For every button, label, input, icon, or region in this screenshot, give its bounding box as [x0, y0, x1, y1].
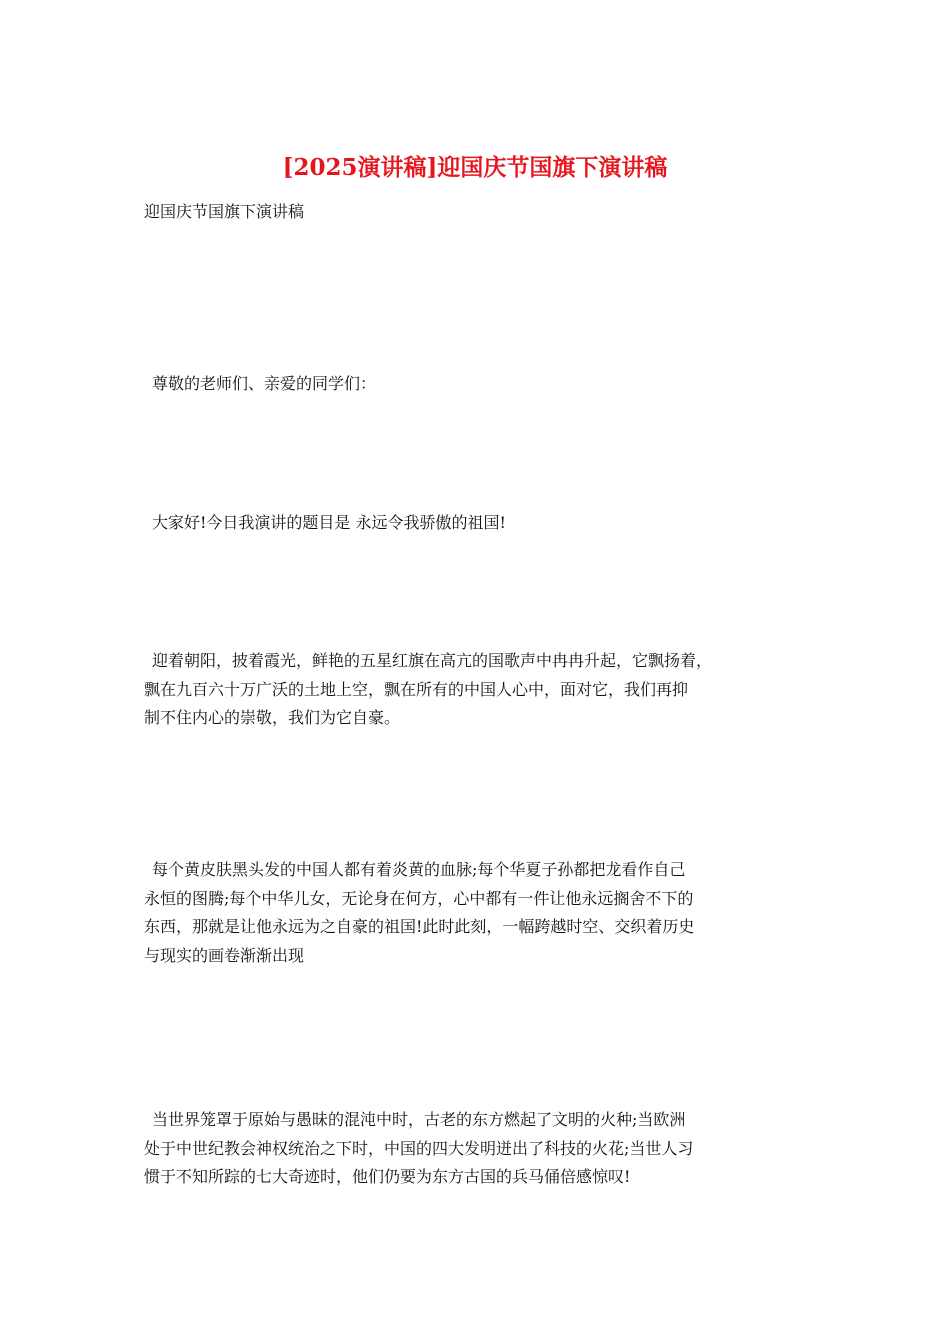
paragraph-heritage [144, 856, 824, 970]
paragraph-line: 惯于不知所踪的七大奇迹时，他们仍要为东方古国的兵马俑倍感惊叹! [144, 1167, 631, 1186]
paragraph-line: 东西，那就是让他永远为之自豪的祖国!此时此刻，一幅跨越时空、交织着历史 [144, 917, 695, 936]
paragraph-line: 迎着朝阳，披着霞光，鲜艳的五星红旗在高亢的国歌声中冉冉升起，它飘扬着， [152, 651, 713, 670]
paragraph-line: 永恒的图腾;每个中华儿女，无论身在何方，心中都有一件让他永远搁舍不下的 [144, 888, 694, 908]
paragraph-line: 每个黄皮肤黑头发的中国人都有着炎黄的血脉;每个华夏子孙都把龙看作自己 [152, 860, 686, 879]
paragraph-line: 飘在九百六十万广沃的土地上空，飘在所有的中国人心中，面对它，我们再抑 [144, 679, 689, 699]
paragraph-line: 制不住内心的崇敬，我们为它自豪。 [144, 708, 401, 727]
paragraph-line: 处于中世纪教会神权统治之下时，中国的四大发明迸出了科技的火花;当世人习 [144, 1138, 694, 1158]
document-title: [2025演讲稿]迎国庆节国旗下演讲稿 [282, 154, 668, 181]
paragraph-line: 当世界笼罩于原始与愚昧的混沌中时，古老的东方燃起了文明的火种;当欧洲 [152, 1110, 686, 1129]
paragraph-flag [144, 647, 824, 733]
paragraph-line: 大家好!今日我演讲的题目是 永远令我骄傲的祖国! [152, 513, 506, 532]
paragraph-salutation [144, 370, 824, 399]
paragraph-greeting [144, 509, 824, 538]
paragraph-line: 与现实的画卷渐渐出现 [144, 945, 305, 965]
paragraph-line: 尊敬的老师们、亲爱的同学们： [152, 374, 377, 393]
document-subtitle: 迎国庆节国旗下演讲稿 [144, 202, 305, 221]
paragraph-history [144, 1106, 824, 1192]
